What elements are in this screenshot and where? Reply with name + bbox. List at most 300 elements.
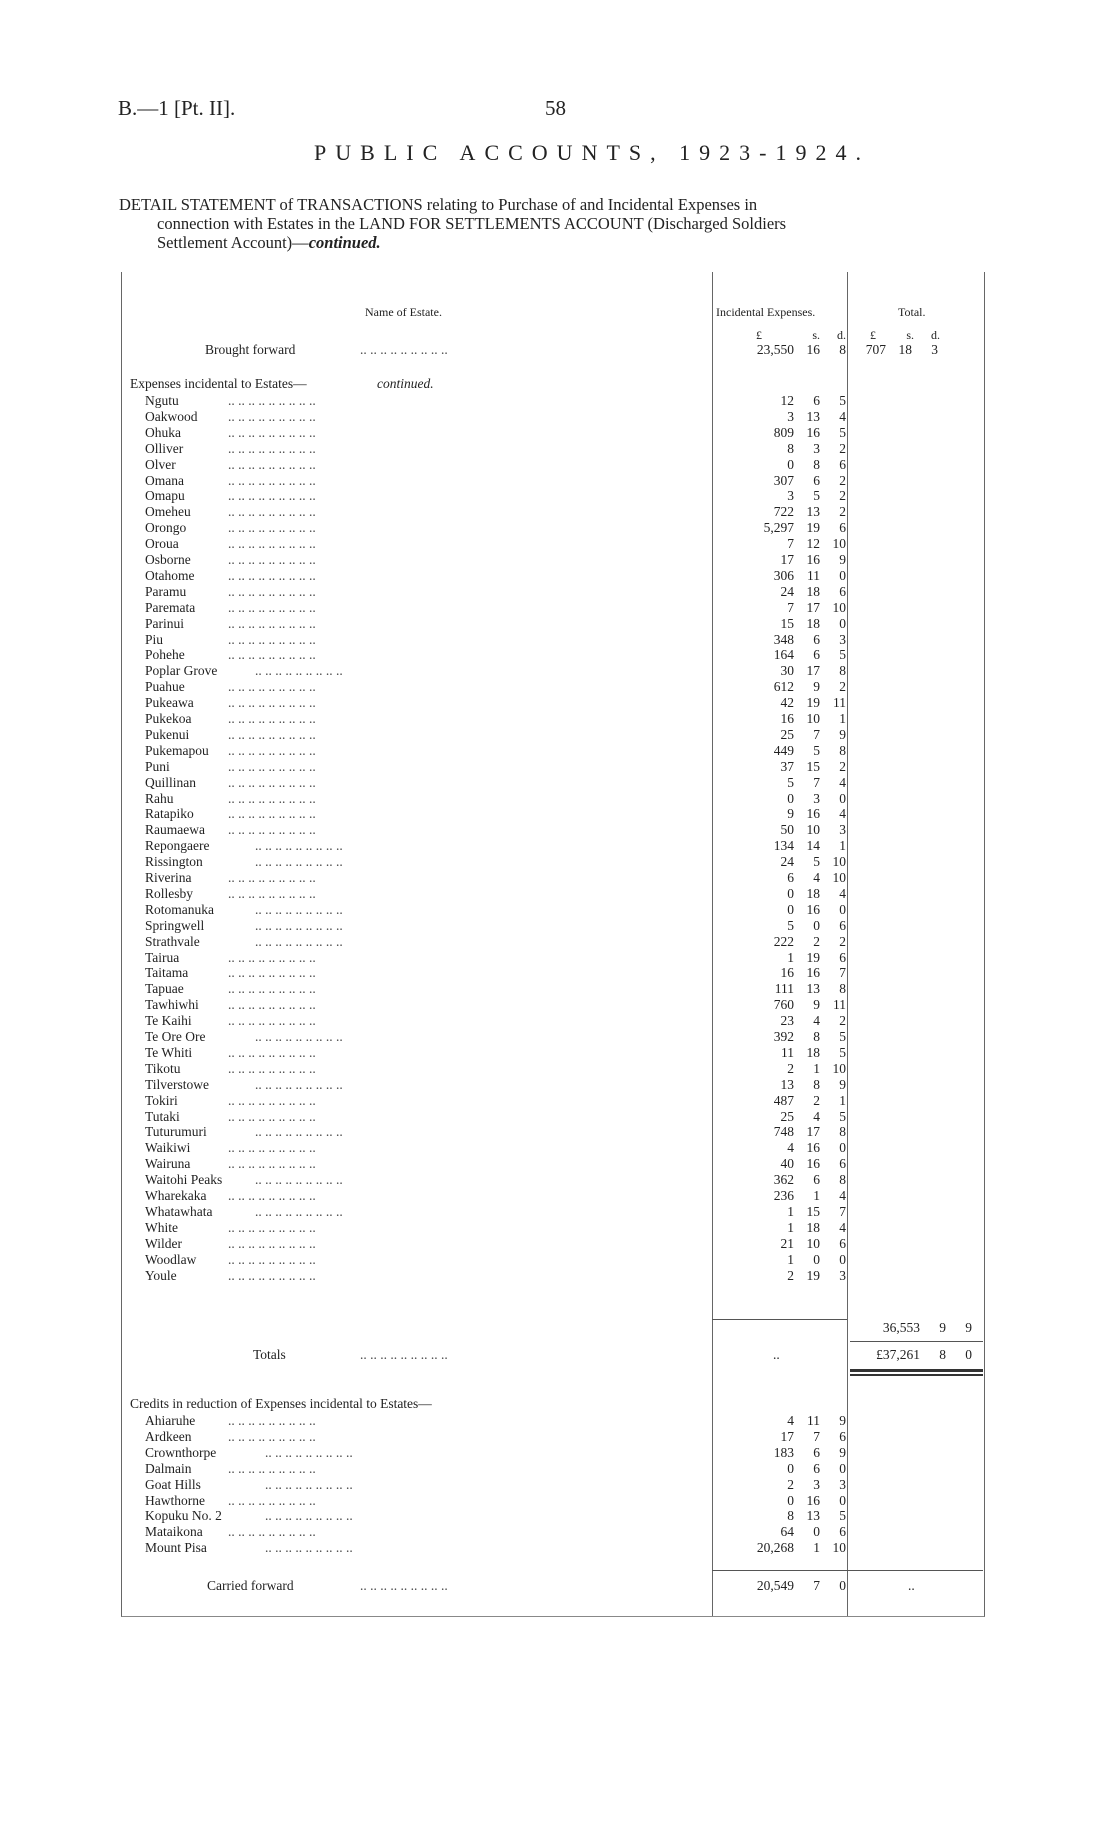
shillings: 7 [813, 1428, 820, 1444]
pence: 6 [839, 1524, 846, 1540]
dot-leader: .. .. .. .. .. .. .. .. .. [228, 806, 316, 822]
pounds: 13 [780, 1076, 794, 1092]
shillings: 4 [813, 1013, 820, 1029]
pence: 10 [832, 599, 846, 615]
dot-leader: .. .. .. .. .. .. .. .. .. [228, 1267, 316, 1283]
expense-row [0, 1029, 1114, 1045]
expense-row [0, 822, 1114, 838]
expense-row [0, 711, 1114, 727]
dot-leader: .. .. .. .. .. .. .. .. .. [228, 1492, 316, 1508]
page-number: 58 [545, 96, 566, 120]
shillings: 1 [813, 1060, 820, 1076]
pence: 2 [839, 933, 846, 949]
estate-name: Waitohi Peaks [145, 1172, 223, 1188]
pence: 2 [839, 679, 846, 695]
expense-row [0, 997, 1114, 1013]
incidental-amount [724, 1204, 846, 1220]
dot-leader: .. .. .. .. .. .. .. .. .. [265, 1444, 353, 1460]
pounds: 0 [787, 1460, 794, 1476]
credit-row [0, 1477, 1114, 1493]
pence: 6 [839, 1156, 846, 1172]
pounds: 2 [787, 1267, 794, 1283]
pounds: 7 [787, 599, 794, 615]
row-label: Carried forward [207, 1578, 294, 1593]
pounds: 42 [780, 695, 794, 711]
expense-row [0, 584, 1114, 600]
estate-name: Poplar Grove [145, 663, 218, 679]
estate-name: Rahu [145, 790, 174, 806]
description-line: connection with Estates in the LAND FOR SETTLEMENTS ACCOUNT (Discharged Soldiers [157, 214, 787, 233]
shillings: 19 [806, 520, 820, 536]
pence: 3 [839, 1267, 846, 1283]
estate-name: Mataikona [145, 1524, 203, 1540]
page-title: PUBLIC ACCOUNTS, 1923-1924. [314, 140, 870, 165]
pence: 4 [839, 1188, 846, 1203]
estate-name: Te Kaihi [145, 1013, 192, 1029]
document-reference: B.—1 [Pt. II]. [118, 96, 236, 120]
shillings: 16 [806, 342, 820, 357]
shillings: 18 [898, 342, 912, 357]
dot-leader: .. .. .. .. .. .. .. .. .. [228, 488, 316, 504]
dot-leader: .. .. .. .. .. .. .. .. .. [255, 838, 343, 854]
pence: 10 [832, 1540, 846, 1556]
incidental-amount [724, 441, 846, 457]
incidental-amount [724, 679, 846, 695]
incidental-amount [724, 504, 846, 520]
dot-leader: .. .. .. .. .. .. .. .. .. [228, 615, 316, 631]
expense-row [0, 838, 1114, 854]
shillings: 16 [806, 965, 820, 981]
estate-name: Olliver [145, 440, 184, 456]
expense-row [0, 536, 1114, 552]
pence: 6 [839, 1428, 846, 1444]
credit-row [0, 1461, 1114, 1477]
estate-name: Wairuna [145, 1156, 191, 1172]
dot-leader: .. .. .. .. .. .. .. .. .. [228, 1428, 316, 1444]
incidental-amount [724, 1268, 846, 1284]
pence: 5 [839, 1108, 846, 1124]
pence: 9 [839, 1076, 846, 1092]
pounds: 24 [780, 583, 794, 599]
shillings: 5 [813, 854, 820, 870]
pounds: 17 [780, 552, 794, 567]
column-header-name: Name of Estate. [365, 305, 442, 319]
total-amount [850, 342, 938, 358]
description-line [119, 233, 989, 252]
pounds-header: £ [756, 328, 762, 342]
pounds: 15 [780, 615, 794, 631]
estate-name: Ardkeen [145, 1428, 192, 1444]
pounds: 1 [787, 1251, 794, 1267]
pounds: 0 [787, 901, 794, 917]
incidental-amount [724, 1172, 846, 1188]
pounds: 12 [780, 393, 794, 408]
estate-name: Ratapiko [145, 806, 194, 822]
pounds: 5,297 [763, 520, 794, 536]
shillings: 16 [806, 552, 820, 567]
pence: 8 [839, 342, 846, 357]
pence: 7 [839, 965, 846, 981]
pounds: 307 [773, 472, 794, 488]
pence: 0 [839, 1251, 846, 1267]
expense-row [0, 1109, 1114, 1125]
pounds: 748 [773, 1124, 794, 1140]
pounds: 11 [781, 1044, 794, 1060]
incidental-amount [724, 743, 846, 759]
pence: 8 [839, 663, 846, 679]
section-heading: Expenses incidental to Estates— [130, 376, 307, 391]
estate-name: Ahiaruhe [145, 1413, 196, 1428]
pence: 4 [839, 408, 846, 424]
pence: 3 [839, 631, 846, 647]
pence: 9 [839, 726, 846, 742]
pounds: 37 [780, 758, 794, 774]
pounds: 0 [787, 885, 794, 901]
estate-name: Quillinan [145, 774, 196, 790]
credit-amount [724, 1445, 846, 1461]
pounds: 4 [787, 1140, 794, 1156]
pounds: 25 [780, 726, 794, 742]
pounds: 1 [787, 949, 794, 965]
credit-amount [724, 1477, 846, 1493]
estate-name: Rollesby [145, 885, 194, 901]
pounds: 7 [787, 536, 794, 552]
estate-name: Piu [145, 631, 164, 647]
incidental-amount [724, 600, 846, 616]
pounds: 40 [780, 1156, 794, 1172]
description-continued: continued. [308, 233, 381, 252]
expense-row [0, 425, 1114, 441]
estate-name: Orongo [145, 520, 187, 536]
shillings: 11 [807, 1413, 820, 1428]
shillings: 12 [806, 536, 820, 552]
estate-name: Youle [145, 1267, 177, 1283]
pence-header: d. [837, 328, 846, 342]
incidental-amount [724, 822, 846, 838]
shillings: 11 [807, 567, 820, 583]
credit-row [0, 1540, 1114, 1556]
expense-row [0, 1045, 1114, 1061]
dot-leader: .. .. .. .. .. .. .. .. .. [360, 342, 448, 357]
incidental-amount [724, 727, 846, 743]
shillings: 10 [806, 1235, 820, 1251]
incidental-amount [724, 886, 846, 902]
pounds: 8 [787, 440, 794, 456]
shillings: 6 [813, 1444, 820, 1460]
incidental-amount: .. [773, 1347, 780, 1362]
pence: 7 [839, 1203, 846, 1219]
pence: 2 [839, 440, 846, 456]
expense-row [0, 1220, 1114, 1236]
dot-leader: .. .. .. .. .. .. .. .. .. [228, 456, 316, 472]
incidental-amount [724, 759, 846, 775]
estate-name: Te Ore Ore [145, 1029, 206, 1044]
incidental-amount [724, 473, 846, 489]
dot-leader: .. .. .. .. .. .. .. .. .. [228, 599, 316, 615]
dot-leader: .. .. .. .. .. .. .. .. .. [228, 647, 316, 663]
pounds: 5 [787, 917, 794, 933]
expense-row [0, 965, 1114, 981]
shillings: 10 [806, 822, 820, 838]
dot-leader: .. .. .. .. .. .. .. .. .. [255, 901, 343, 917]
estate-name: Tilverstowe [145, 1076, 210, 1092]
estate-name: Goat Hills [145, 1476, 201, 1492]
incidental-amount [724, 1045, 846, 1061]
estate-name: White [145, 1219, 178, 1235]
estate-name: Pohehe [145, 647, 185, 663]
column-header-incidental: Incidental Expenses. [716, 305, 816, 319]
pence: 0 [839, 615, 846, 631]
shillings: 5 [813, 488, 820, 504]
expense-row [0, 981, 1114, 997]
pounds: 1 [787, 1203, 794, 1219]
incidental-amount [724, 1029, 846, 1045]
credit-amount [724, 1413, 846, 1429]
dot-leader: .. .. .. .. .. .. .. .. .. [228, 631, 316, 647]
credit-row [0, 1524, 1114, 1540]
incidental-amount [724, 409, 846, 425]
credit-row [0, 1429, 1114, 1445]
incidental-amount [724, 902, 846, 918]
estate-name: Tutaki [145, 1108, 180, 1124]
pounds: £37,261 [876, 1347, 920, 1362]
pounds: 809 [773, 424, 794, 440]
incidental-amount [724, 584, 846, 600]
dot-leader: .. .. .. .. .. .. .. .. .. [228, 1460, 316, 1476]
pence: 0 [839, 1460, 846, 1476]
expense-row [0, 806, 1114, 822]
dot-leader: .. .. .. .. .. .. .. .. .. [228, 393, 316, 408]
dot-leader: .. .. .. .. .. .. .. .. .. [228, 424, 316, 440]
estate-name: Wharekaka [145, 1188, 207, 1203]
shillings: 15 [806, 758, 820, 774]
shillings: 18 [806, 615, 820, 631]
dot-leader: .. .. .. .. .. .. .. .. .. [228, 552, 316, 567]
expense-row [0, 791, 1114, 807]
expense-row [0, 552, 1114, 568]
estate-name: Puni [145, 758, 170, 774]
estate-name: Te Whiti [145, 1044, 193, 1060]
shillings: 16 [806, 806, 820, 822]
pounds: 30 [780, 663, 794, 679]
credit-amount [724, 1429, 846, 1445]
pounds: 2 [787, 1060, 794, 1076]
pounds: 6 [787, 870, 794, 885]
pounds: 16 [780, 965, 794, 981]
row-label: Brought forward [205, 342, 296, 357]
estate-name: Taitama [145, 965, 189, 981]
expense-row [0, 1156, 1114, 1172]
expense-row [0, 854, 1114, 870]
expense-row [0, 950, 1114, 966]
pounds: 236 [773, 1188, 794, 1203]
incidental-amount [724, 647, 846, 663]
shillings: 9 [939, 1320, 946, 1335]
pounds: 392 [773, 1029, 794, 1044]
total-rule [850, 1341, 983, 1342]
estate-name: Rissington [145, 854, 203, 870]
pounds: 306 [773, 567, 794, 583]
expense-row [0, 616, 1114, 632]
expense-row [0, 663, 1114, 679]
dot-leader: .. .. .. .. .. .. .. .. .. [265, 1508, 353, 1524]
dot-leader: .. .. .. .. .. .. .. .. .. [255, 917, 343, 933]
estate-name: Puahue [145, 679, 185, 695]
incidental-amount [724, 695, 846, 711]
shillings: 18 [806, 1219, 820, 1235]
dot-leader: .. .. .. .. .. .. .. .. .. [228, 981, 316, 997]
pence: 10 [832, 536, 846, 552]
estate-name: Osborne [145, 552, 191, 567]
shillings: 8 [813, 1076, 820, 1092]
pence: 4 [839, 774, 846, 790]
shillings: 4 [813, 870, 820, 885]
pence: 11 [833, 997, 846, 1013]
pence: 0 [839, 790, 846, 806]
grand-total-amount [850, 1347, 972, 1363]
pence: 9 [839, 552, 846, 567]
incidental-amount [724, 632, 846, 648]
dot-leader: .. .. .. .. .. .. .. .. .. [228, 949, 316, 965]
shillings: 16 [806, 1156, 820, 1172]
incidental-amount [724, 1077, 846, 1093]
estate-name: Riverina [145, 870, 192, 885]
pounds: 23 [780, 1013, 794, 1029]
dot-leader: .. .. .. .. .. .. .. .. .. [360, 1578, 448, 1593]
carried-forward-row [0, 1578, 1114, 1594]
expense-row [0, 632, 1114, 648]
expense-row [0, 934, 1114, 950]
shillings: 8 [939, 1347, 946, 1362]
credit-amount [724, 1524, 846, 1540]
shillings: 17 [806, 599, 820, 615]
dot-leader: .. .. .. .. .. .. .. .. .. [228, 472, 316, 488]
incidental-amount [724, 488, 846, 504]
incidental-amount [724, 965, 846, 981]
pence: 1 [839, 838, 846, 854]
shillings: 6 [813, 1172, 820, 1188]
pounds: 111 [774, 981, 794, 997]
estate-name: Oakwood [145, 408, 198, 424]
estate-name: Repongaere [145, 838, 210, 854]
pounds: 8 [787, 1508, 794, 1524]
pence: 5 [839, 647, 846, 663]
carried-rule [712, 1570, 983, 1571]
pounds: 348 [773, 631, 794, 647]
pounds: 449 [773, 742, 794, 758]
shillings: 0 [813, 1251, 820, 1267]
shillings: 17 [806, 663, 820, 679]
incidental-amount [724, 838, 846, 854]
pounds: 4 [787, 1413, 794, 1428]
pence: 3 [839, 1476, 846, 1492]
section-heading: Credits in reduction of Expenses incidental to Estates— [130, 1396, 432, 1411]
pence: 11 [833, 695, 846, 711]
pence: 2 [839, 472, 846, 488]
pence: 2 [839, 758, 846, 774]
expenses-subtotal-row [0, 1320, 1114, 1336]
shillings-header: s. [906, 328, 914, 342]
expense-row [0, 1172, 1114, 1188]
credits-heading [0, 1396, 1114, 1412]
expense-row [0, 457, 1114, 473]
pence: 8 [839, 981, 846, 997]
expense-row [0, 918, 1114, 934]
shillings: 9 [813, 997, 820, 1013]
dot-leader: .. .. .. .. .. .. .. .. .. [228, 504, 316, 520]
pence: 8 [839, 1172, 846, 1188]
dot-leader: .. .. .. .. .. .. .. .. .. [228, 711, 316, 726]
pounds: 612 [773, 679, 794, 695]
shillings: 13 [806, 981, 820, 997]
shillings: 0 [813, 917, 820, 933]
estate-name: Tairua [145, 949, 180, 965]
estate-name: Otahome [145, 567, 195, 583]
shillings: 2 [813, 1092, 820, 1108]
dot-leader: .. .. .. .. .. .. .. .. .. [255, 663, 343, 679]
pence: 4 [839, 806, 846, 822]
incidental-amount [724, 775, 846, 791]
shillings: 6 [813, 393, 820, 408]
estate-name: Mount Pisa [145, 1540, 207, 1556]
shillings: 7 [813, 726, 820, 742]
dot-leader: .. .. .. .. .. .. .. .. .. [228, 536, 316, 552]
pounds: 21 [780, 1235, 794, 1251]
credit-amount [724, 1493, 846, 1509]
pence: 1 [839, 1092, 846, 1108]
shillings: 2 [813, 933, 820, 949]
expense-row [0, 727, 1114, 743]
expense-row [0, 488, 1114, 504]
expense-row [0, 568, 1114, 584]
shillings: 19 [806, 695, 820, 711]
expense-row [0, 1124, 1114, 1140]
shillings: 1 [813, 1540, 820, 1556]
expense-row [0, 886, 1114, 902]
estate-name: Paramu [145, 583, 187, 599]
double-rule [850, 1369, 983, 1372]
dot-leader: .. .. .. .. .. .. .. .. .. [228, 440, 316, 456]
pence: 0 [839, 901, 846, 917]
estate-name: Dalmain [145, 1460, 192, 1476]
incidental-amount [724, 393, 846, 409]
shillings: 18 [806, 1044, 820, 1060]
pounds: 25 [780, 1108, 794, 1124]
pounds: 222 [773, 933, 794, 949]
incidental-amount [724, 1188, 846, 1204]
pounds: 760 [773, 997, 794, 1013]
expense-row [0, 1077, 1114, 1093]
shillings: 15 [806, 1203, 820, 1219]
currency-header [858, 328, 940, 343]
estate-name: Pukenui [145, 726, 190, 742]
dot-leader: .. .. .. .. .. .. .. .. .. [228, 1060, 316, 1076]
pence: 0 [839, 1578, 846, 1593]
pence: 5 [839, 393, 846, 408]
pence: 9 [839, 1444, 846, 1460]
pence: 6 [839, 917, 846, 933]
statement-description [119, 195, 989, 252]
expense-row [0, 441, 1114, 457]
dot-leader: .. .. .. .. .. .. .. .. .. [228, 1235, 316, 1251]
pence: 8 [839, 1124, 846, 1140]
incidental-amount [724, 1156, 846, 1172]
shillings: 13 [806, 1508, 820, 1524]
pounds-header: £ [870, 328, 876, 342]
dot-leader: .. .. .. .. .. .. .. .. .. [228, 1044, 316, 1060]
dot-leader: .. .. .. .. .. .. .. .. .. [228, 520, 316, 536]
dot-leader: .. .. .. .. .. .. .. .. .. [228, 1524, 316, 1540]
